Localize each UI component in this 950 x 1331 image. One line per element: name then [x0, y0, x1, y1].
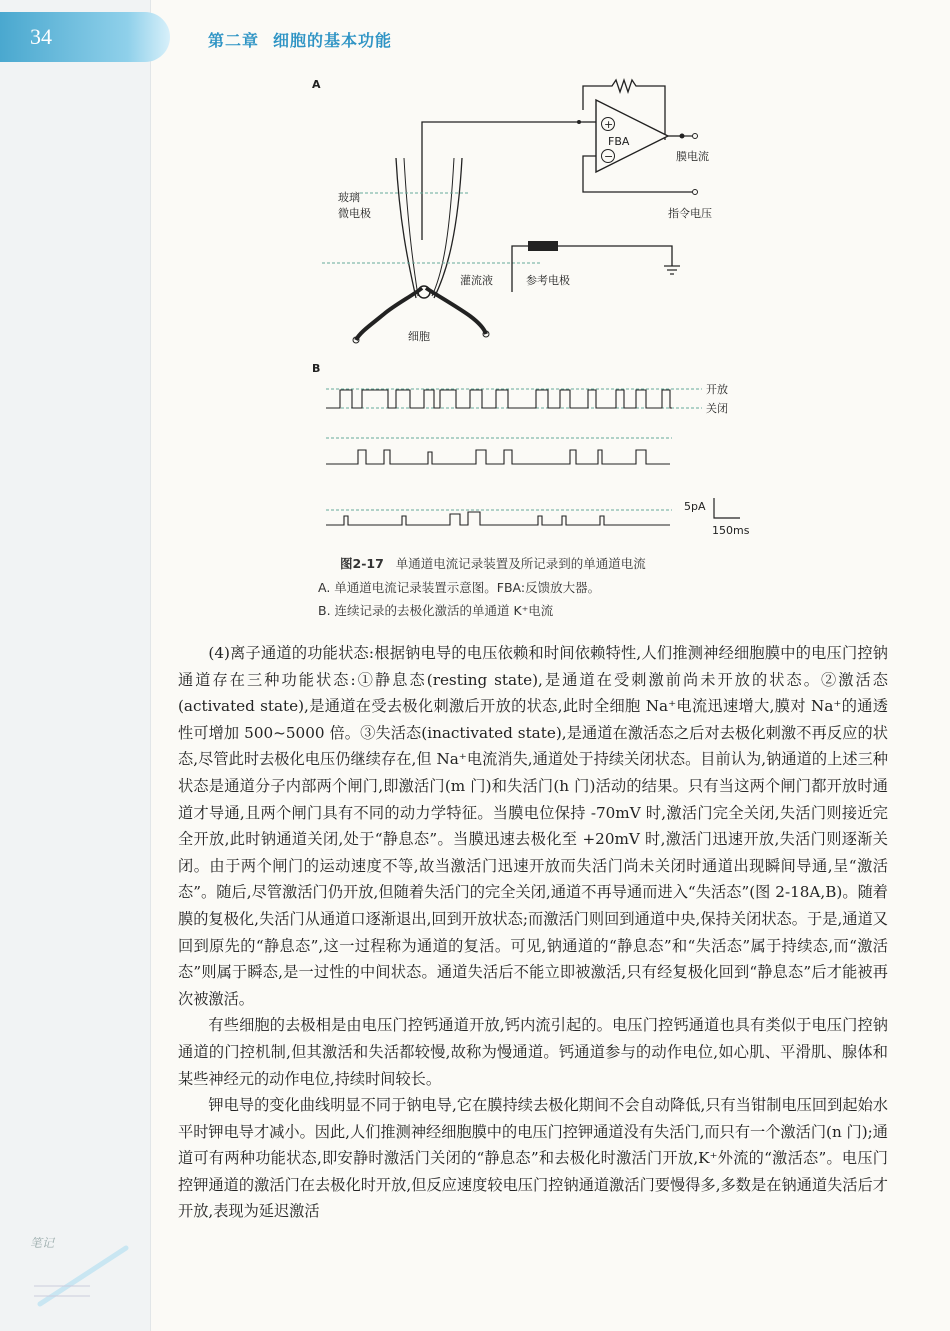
caption-title: [340, 554, 798, 572]
minus-sign: −: [604, 150, 614, 163]
command-voltage-label: 指令电压: [668, 207, 712, 220]
pencil-icon: [30, 1242, 140, 1312]
scale-bar: [714, 498, 740, 518]
paragraph-potassium-channel: 钾电导的变化曲线明显不同于钠电导,它在膜持续去极化期间不会自动降低,只有当钳制电压回到起始水平时钾电导才减小。因此,人们推测神经细胞膜中的电压门控钾通道没有失活门,而只有一个激活门(n 门);通道可有两种功能状态,即安静时激活门关闭的“静息态”和去极化时激活门开放,K⁺外流的“激活态”。电压门控钾通道的激活门在去极化时开放,但反应速度较电压门控钠通道激活门要慢得多,多数是在钠通道失活后才开放,表现为延迟激活: [178, 1096, 888, 1221]
chapter-heading: [208, 28, 392, 51]
closed-label: 关闭: [706, 402, 728, 415]
scale-current-label: 5pA: [684, 500, 706, 513]
wire-junction: [577, 120, 581, 124]
caption-line-a: A. 单通道电流记录装置示意图。FBA:反馈放大器。: [318, 580, 601, 595]
ground-wire: [558, 246, 672, 266]
plus-sign: +: [604, 118, 614, 131]
electrode-outer-left: [396, 158, 416, 298]
trace-2: [326, 450, 670, 464]
caption-title-text: 单通道电流记录装置及所记录到的单通道电流: [395, 556, 646, 571]
glass-electrode-label-1: 玻璃: [338, 191, 360, 204]
glass-electrode-label-2: 微电极: [338, 207, 371, 220]
paragraph-calcium-channel: 有些细胞的去极相是由电压门控钙通道开放,钙内流引起的。电压门控钙通道也具有类似于电压门控钠通道的门控机制,但其激活和失活都较慢,故称为慢通道。钙通道参与的动作电位,如心肌、平滑肌、腺体和某些神经元的动作电位,持续时间较长。: [178, 1016, 888, 1088]
figure-drawing: [300, 70, 760, 550]
page-number: 34: [30, 24, 52, 49]
cell-process-right: [426, 288, 486, 334]
figure-2-17: [300, 70, 760, 550]
notes-label: 笔记: [30, 1236, 55, 1250]
panel-a-label: A: [312, 78, 321, 91]
cell-label: 细胞: [408, 330, 430, 343]
scale-time-label: 150ms: [712, 524, 750, 537]
page-number-band: [0, 12, 170, 62]
paragraph-ion-channel-states: (4)离子通道的功能状态:根据钠电导的电压依赖和时间依赖特性,人们推测神经细胞膜中的电压门控钠通道存在三种功能状态:①静息态(resting state),是通道在受刺激前尚未开放的状态。②激活态(activated state),是通道在受去极化刺激后开放的状态,此时全细胞 Na⁺电流迅速增大,膜对 Na⁺的通透性可增加 500~5000 倍。③失活态(inactivated state),是通道在激活态之后对去极化刺激不再反应的状态,尽管此时去极化电压仍继续存在,但 Na⁺电流消失,通道处于持续关闭状态。目前认为,钠通道的上述三种状态是通道分子内部两个闸门,即激活门(m 门)和失活门(h 门)活动的结果。只有当这两个闸门都开放时通道才导通,且两个闸门具有不同的动力学特征。当膜电位保持 -70mV 时,激活门完全关闭,失活门则接近完全开放,此时钠通道关闭,处于“静息态”。当膜迅速去极化至 +20mV 时,激活门迅速开放,失活门则逐渐关闭。由于两个闸门的运动速度不等,故当激活门迅速开放而失活门尚未关闭时通道出现瞬间导通,呈“激活态”。随后,尽管激活门仍开放,但随着失活门的完全关闭,通道不再导通而进入“失活态”(图 2-18A,B)。随着膜的复极化,失活门从通道口逐渐退出,回到开放状态;而激活门则回到通道中央,保持关闭状态。于是,通道又回到原先的“静息态”,这一过程称为通道的复活。可见,钠通道的“静息态”和“失活态”属于持续态,而“激活态”则属于瞬态,是一过性的中间状态。通道失活后不能立即被激活,只有经复极化回到“静息态”后才能被再次被激活。: [178, 644, 888, 1008]
reference-electrode-body: [528, 241, 558, 251]
chapter-label: 第二章: [208, 31, 260, 50]
fba-label: FBA: [608, 135, 630, 148]
output-terminal: [693, 134, 698, 139]
notes-margin: [30, 1232, 140, 1312]
open-label: 开放: [706, 383, 728, 396]
body-text: [178, 640, 888, 1225]
margin-divider: [150, 0, 151, 1331]
perfusion-label: 灌流液: [460, 274, 493, 287]
trace-3: [326, 512, 670, 525]
electrode-wire: [422, 122, 583, 240]
chapter-title: 细胞的基本功能: [273, 31, 393, 50]
trace-1: [326, 390, 672, 408]
reference-electrode-label: 参考电极: [526, 274, 570, 287]
command-terminal: [693, 190, 698, 195]
caption-line-b: B. 连续记录的去极化激活的单通道 K⁺电流: [318, 603, 554, 618]
panel-b-label: B: [312, 362, 321, 375]
caption-number: 图2-17: [340, 556, 384, 571]
margin-strip: [0, 0, 150, 1331]
membrane-current-label: 膜电流: [676, 150, 709, 163]
figure-caption: [318, 554, 798, 624]
